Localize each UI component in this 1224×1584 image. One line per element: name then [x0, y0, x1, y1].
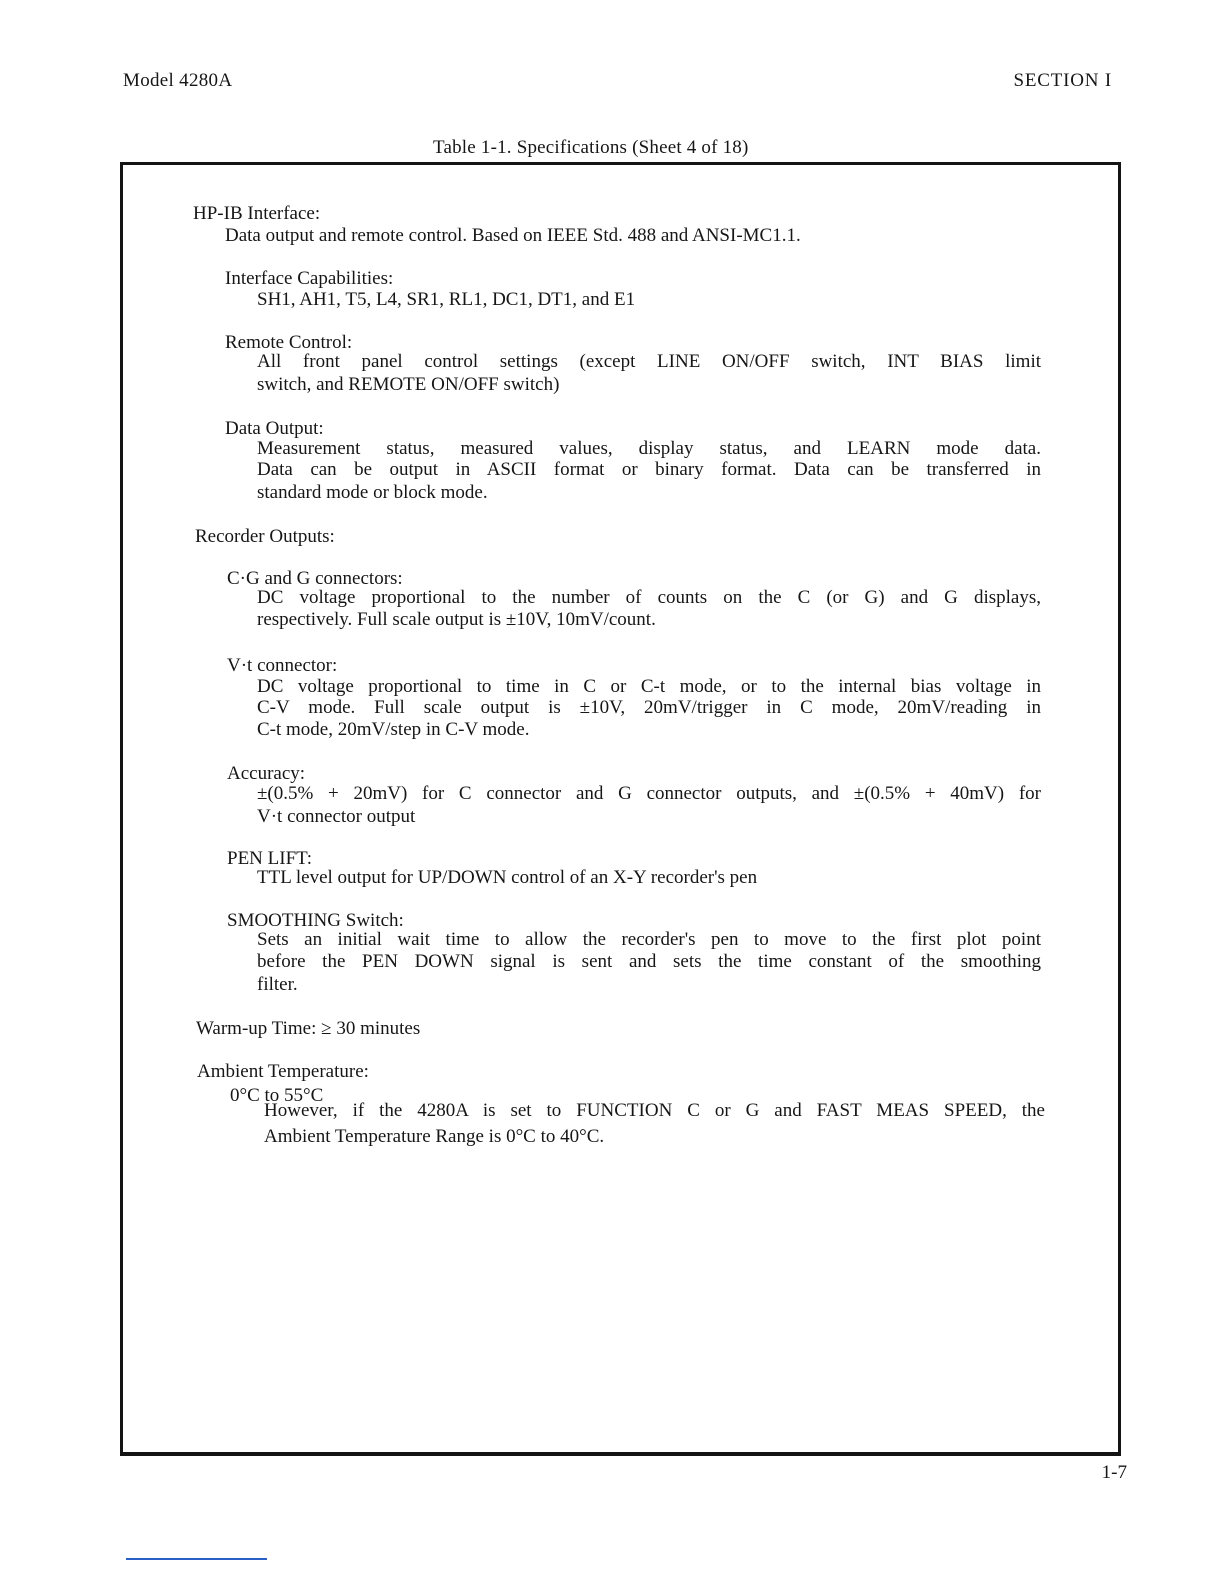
cg-connectors-line-1: DC voltage proportional to the number of counts on the C (or G) and G displays,: [257, 587, 1041, 608]
data-output-line-2: Data can be output in ASCII format or binary format. Data can be transferred in: [257, 459, 1041, 480]
ambient-temperature-line-2: Ambient Temperature Range is 0°C to 40°C.: [264, 1126, 605, 1147]
ambient-temperature-line-1: However, if the 4280A is set to FUNCTION C or G and FAST MEAS SPEED, the: [264, 1100, 1045, 1121]
accuracy-line-1: ±(0.5% + 20mV) for C connector and G connector outputs, and ±(0.5% + 40mV) for: [257, 783, 1041, 804]
accuracy-line-2: V·t connector output: [257, 806, 416, 827]
accuracy-heading: Accuracy:: [227, 763, 306, 784]
smoothing-switch-heading: SMOOTHING Switch:: [227, 910, 404, 931]
ambient-temperature-range: 0°C to 55°C: [230, 1085, 324, 1106]
cg-connectors-heading: C·G and G connectors:: [227, 568, 403, 589]
footer-rule: [126, 1558, 267, 1560]
section-header: SECTION I: [1013, 70, 1112, 91]
data-output-heading: Data Output:: [225, 418, 324, 439]
pen-lift-line-1: TTL level output for UP/DOWN control of an X-Y recorder's pen: [257, 867, 758, 888]
recorder-outputs-heading: Recorder Outputs:: [195, 526, 335, 547]
pen-lift-heading: PEN LIFT:: [227, 848, 313, 869]
remote-control-heading: Remote Control:: [225, 332, 353, 353]
interface-capabilities-text: SH1, AH1, T5, L4, SR1, RL1, DC1, DT1, and E1: [257, 289, 636, 310]
page-number: 1-7: [1101, 1462, 1127, 1483]
specifications-content: [123, 165, 1118, 1452]
interface-capabilities-heading: Interface Capabilities:: [225, 268, 394, 289]
table-title: Table 1-1. Specifications (Sheet 4 of 18): [433, 137, 749, 158]
remote-control-line-2: switch, and REMOTE ON/OFF switch): [257, 374, 560, 395]
vt-connector-line-1: DC voltage proportional to time in C or C-t mode, or to the internal bias voltage in: [257, 676, 1041, 697]
vt-connector-line-2: C-V mode. Full scale output is ±10V, 20mV/trigger in C mode, 20mV/reading in: [257, 697, 1041, 718]
smoothing-switch-line-1: Sets an initial wait time to allow the recorder's pen to move to the first plot point: [257, 929, 1041, 950]
vt-connector-heading: V·t connector:: [227, 655, 338, 676]
warmup-time: Warm-up Time: ≥ 30 minutes: [196, 1018, 421, 1039]
hpib-description: Data output and remote control. Based on IEEE Std. 488 and ANSI-MC1.1.: [225, 225, 801, 246]
data-output-line-1: Measurement status, measured values, display status, and LEARN mode data.: [257, 438, 1041, 459]
smoothing-switch-line-2: before the PEN DOWN signal is sent and sets the time constant of the smoothing: [257, 951, 1041, 972]
data-output-line-3: standard mode or block mode.: [257, 482, 488, 503]
cg-connectors-line-2: respectively. Full scale output is ±10V, 10mV/count.: [257, 609, 656, 630]
hpib-heading: HP-IB Interface:: [193, 203, 321, 224]
specifications-table-box: [120, 162, 1121, 1456]
smoothing-switch-line-3: filter.: [257, 974, 298, 995]
model-header: Model 4280A: [123, 70, 233, 91]
remote-control-line-1: All front panel control settings (except LINE ON/OFF switch, INT BIAS limit: [257, 351, 1041, 372]
vt-connector-line-3: C-t mode, 20mV/step in C-V mode.: [257, 719, 530, 740]
ambient-temperature-heading: Ambient Temperature:: [197, 1061, 369, 1082]
